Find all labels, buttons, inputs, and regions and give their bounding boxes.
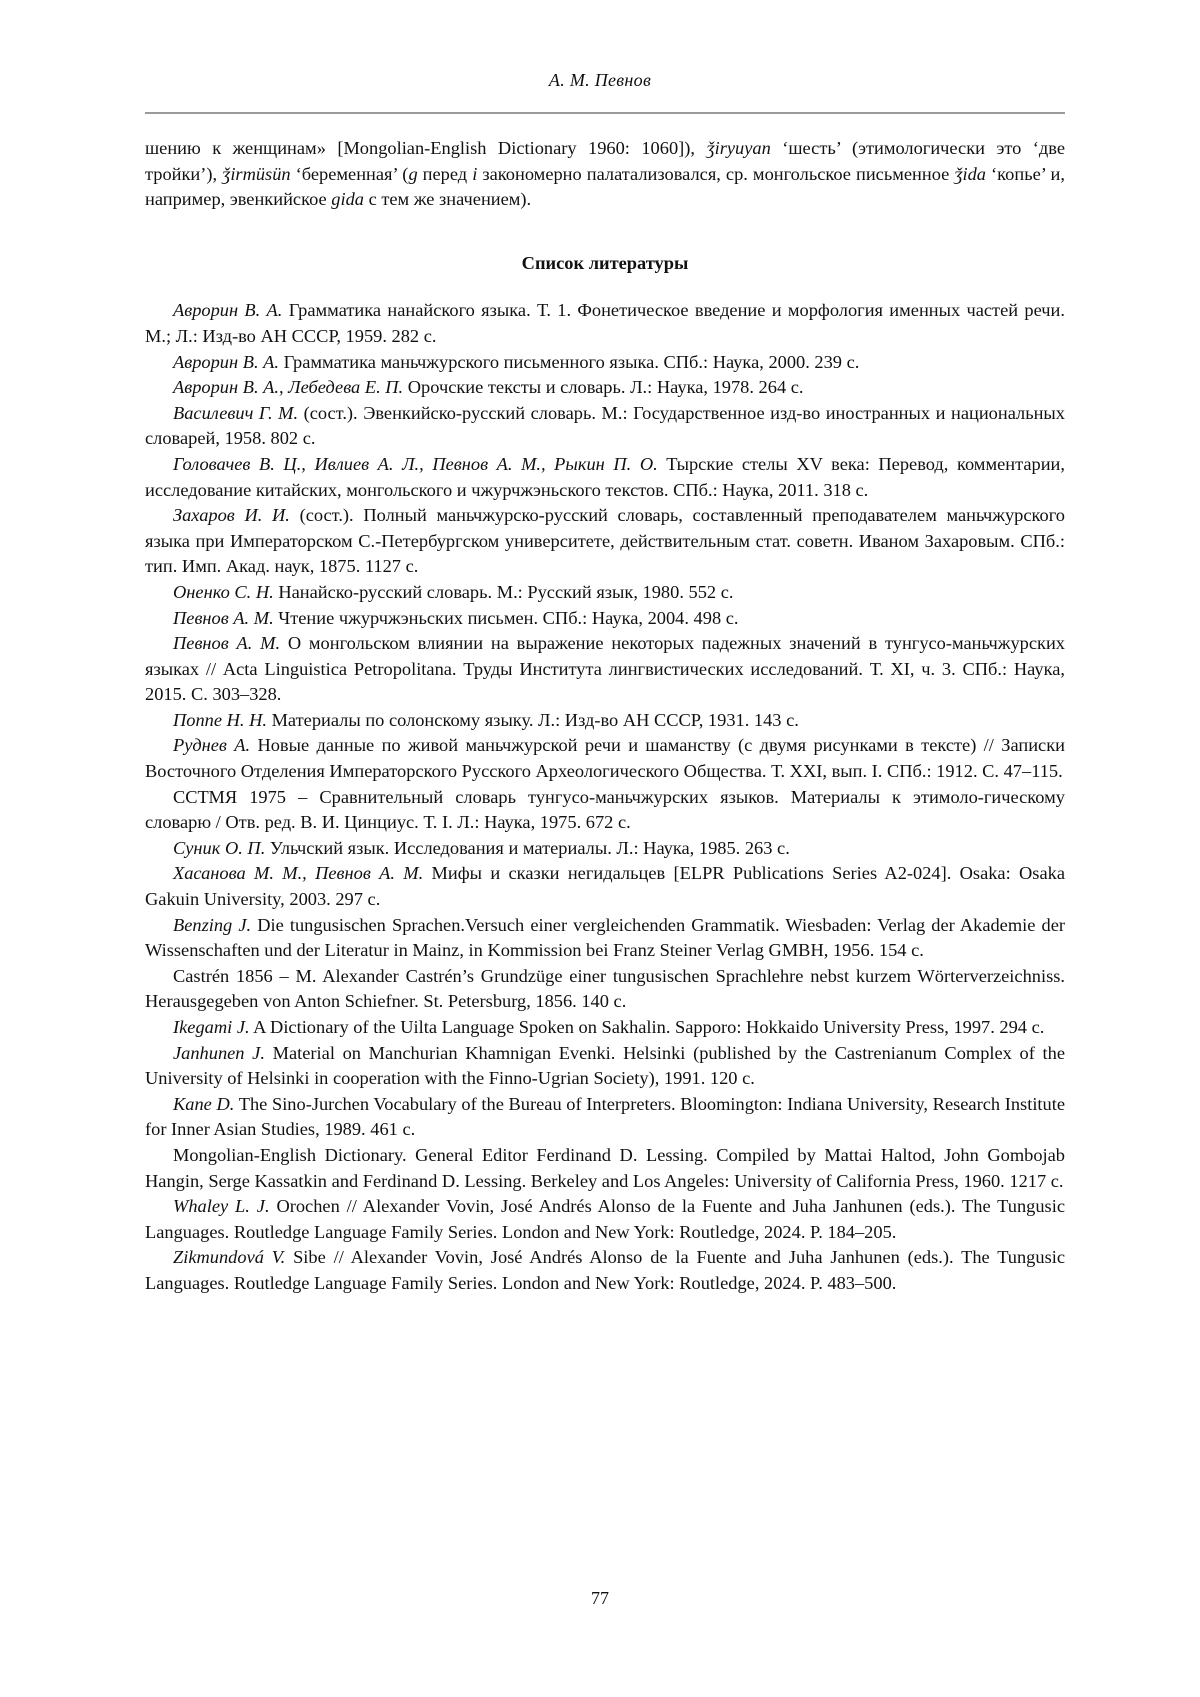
- reference-author: Аврорин В. А., Лебедева Е. П.: [173, 377, 404, 398]
- reference-text: (сост.). Эвенкийско-русский словарь. М.: Государственное изд-во иностранных и национальных словарей, 1958. 802 с.: [145, 402, 1065, 449]
- reference-entry: [145, 580, 1065, 606]
- reference-list: [145, 298, 1065, 1296]
- reference-entry: [145, 1041, 1065, 1092]
- reference-author: Janhunen J.: [173, 1042, 265, 1063]
- reference-entry: [145, 350, 1065, 376]
- reference-text: Грамматика маньчжурского письменного языка. СПб.: Наука, 2000. 239 с.: [278, 351, 860, 372]
- reference-entry: [145, 733, 1065, 784]
- reference-text: Ульчский язык. Исследования и материалы. Л.: Наука, 1985. 263 с.: [265, 837, 790, 858]
- page-number: 77: [591, 1588, 609, 1608]
- reference-author: Benzing J.: [173, 914, 252, 935]
- page-content: [145, 136, 1065, 1297]
- reference-author: Ikegami J.: [173, 1017, 250, 1037]
- reference-entry: [145, 1194, 1065, 1245]
- reference-entry: [145, 785, 1065, 836]
- header-rule: [145, 112, 1065, 114]
- reference-text: Sibe // Alexander Vovin, José Andrés Alonso de la Fuente and Juha Janhunen (eds.). The Tungusic Languages. Routledge Language Family Series. London and New York: Routledge, 2024. P. 483–500.: [145, 1247, 1066, 1293]
- reference-author: Головачев В. Ц., Ивлиев А. Л., Певнов А. М., Рыкин П. О.: [173, 453, 658, 474]
- intro-italic-term: gida: [331, 189, 364, 210]
- reference-text: Орочские тексты и словарь. Л.: Наука, 1978. 264 с.: [403, 377, 804, 398]
- reference-entry: [145, 1015, 1065, 1041]
- reference-entry: [145, 1245, 1065, 1296]
- reference-author: Хасанова М. М., Певнов А. М.: [173, 863, 424, 884]
- reference-text: Новые данные по живой маньчжурской речи и шаманству (с двумя рисунками в тексте) // Записки Восточного Отделения Императорского Русского Археологического Общества. Т. XXI, вып. I. СПб.: 1912. С. 47–115.: [145, 735, 1065, 782]
- reference-author: Поппе Н. Н.: [173, 709, 267, 730]
- reference-author: Певнов А. М.: [173, 633, 281, 654]
- reference-entry: [145, 631, 1065, 708]
- intro-paragraph: [145, 136, 1065, 213]
- reference-author: Whaley L. J.: [173, 1196, 270, 1217]
- intro-text-segment: шению к женщинам» [Mongolian-English Dictionary 1960: 1060]),: [145, 138, 707, 158]
- reference-author: Руднев А.: [173, 735, 251, 756]
- reference-text: Мифы и сказки негидальцев [ELPR Publications Series A2-024]. Osaka: Osaka Gakuin University, 2003. 297 с.: [145, 863, 1065, 910]
- reference-author: Kane D.: [173, 1093, 235, 1114]
- reference-entry: [145, 861, 1065, 912]
- reference-entry: [145, 401, 1065, 452]
- intro-italic-term: ǯirmüsün: [222, 163, 291, 184]
- intro-italic-term: g: [408, 163, 418, 184]
- intro-text-segment: ‘шесть’ (этимологически это ‘две тройки’),: [145, 138, 1065, 184]
- reference-text: Mongolian-English Dictionary. General Editor Ferdinand D. Lessing. Compiled by Mattai Haltod, John Gombojab Hangin, Serge Kassatkin and Ferdinand D. Lessing. Berkeley and Los Angeles: University of California Press, 1960. 1217 с.: [145, 1144, 1065, 1191]
- reference-entry: [145, 375, 1065, 401]
- intro-text-segment: закономерно палатализовался, ср. монгольское письменное: [477, 163, 955, 184]
- reference-entry: [145, 1092, 1065, 1143]
- reference-author: Захаров И. И.: [173, 505, 290, 526]
- reference-author: Певнов А. М.: [173, 607, 274, 628]
- running-head: А. М. Певнов: [548, 70, 652, 90]
- intro-italic-term: ǯiryuyan: [706, 138, 771, 158]
- reference-entry: [145, 298, 1065, 349]
- reference-text: Material on Manchurian Khamnigan Evenki. Helsinki (published by the Castrenianum Complex of the University of Helsinki in cooperation with the Finno-Ugrian Society), 1991. 120 с.: [145, 1042, 1066, 1089]
- reference-author: Аврорин В. А.: [173, 300, 283, 321]
- reference-text: Orochen // Alexander Vovin, José Andrés Alonso de la Fuente and Juha Janhunen (eds.). The Tungusic Languages. Routledge Language Family Series. London and New York: Routledge, 2024. P. 184–205.: [145, 1196, 1065, 1242]
- section-title: Список литературы: [521, 252, 689, 273]
- intro-text-segment: с тем же значением).: [363, 189, 532, 210]
- intro-text-segment: ‘беременная’ (: [290, 163, 409, 184]
- reference-author: Аврорин В. А.: [173, 351, 279, 372]
- reference-text: О монгольском влиянии на выражение некоторых падежных значений в тунгусо-маньчжурских языках // Acta Linguistica Petropolitana. Труды Института лингвистических исследований. Т. XI, ч. 3. СПб.: Наука, 2015. С. 303–328.: [145, 633, 1065, 705]
- reference-entry: [145, 503, 1065, 580]
- reference-text: Castrén 1856 – M. Alexander Castrén’s Grundzüge einer tungusischen Sprachlehre nebst kurzem Wörterverzeichniss. Herausgegeben von Anton Schiefner. St. Petersburg, 1856. 140 с.: [145, 965, 1065, 1012]
- reference-author: Суник О. П.: [173, 837, 266, 858]
- reference-entry: [145, 913, 1065, 964]
- reference-text: (сост.). Полный маньчжурско-русский словарь, составленный преподавателем маньчжурского языка при Императорском С.-Петербургском университете, действительным стат. советн. Иваном Захаровым. СПб.: тип. Имп. Акад. наук, 1875. 1127 с.: [145, 505, 1065, 577]
- intro-text-segment: ‘копье’ и, например, эвенкийское: [145, 163, 1065, 210]
- reference-text: Тырские стелы XV века: Перевод, комментарии, исследование китайских, монгольского и чжурчжэньского текстов. СПб.: Наука, 2011. 318 с.: [145, 453, 1065, 500]
- reference-entry: [145, 836, 1065, 862]
- reference-text: The Sino-Jurchen Vocabulary of the Bureau of Interpreters. Bloomington: Indiana University, Research Institute for Inner Asian Studies, 1989. 461 с.: [145, 1093, 1066, 1140]
- reference-text: ССТМЯ 1975 – Сравнительный словарь тунгусо-маньчжурских языков. Материалы к этимоло-гическому словарю / Отв. ред. В. И. Цинциус. Т. I. Л.: Наука, 1975. 672 с.: [145, 786, 1065, 833]
- reference-text: A Dictionary of the Uilta Language Spoken on Sakhalin. Sapporo: Hokkaido University Press, 1997. 294 с.: [249, 1017, 1045, 1037]
- reference-author: Оненко С. Н.: [173, 581, 274, 602]
- reference-text: Материалы по солонскому языку. Л.: Изд-во АН СССР, 1931. 143 с.: [266, 709, 799, 730]
- reference-author: Василевич Г. М.: [173, 402, 299, 423]
- reference-entry: [145, 964, 1065, 1015]
- reference-author: Zikmundová V.: [173, 1247, 286, 1268]
- reference-entry: [145, 452, 1065, 503]
- reference-text: Чтение чжурчжэньских письмен. СПб.: Наука, 2004. 498 с.: [273, 607, 739, 628]
- reference-entry: [145, 1143, 1065, 1194]
- reference-entry: [145, 708, 1065, 734]
- reference-entry: [145, 606, 1065, 632]
- intro-text-segment: перед: [417, 163, 473, 184]
- intro-italic-term: i: [472, 163, 478, 184]
- intro-italic-term: ǯida: [954, 163, 986, 184]
- reference-text: Die tungusischen Sprachen.Versuch einer vergleichenden Grammatik. Wiesbaden: Verlag der Akademie der Wissenschaften und der Literatur in Mainz, in Kommission bei Franz Steiner Verlag GMBH, 1956. 154 с.: [145, 914, 1065, 961]
- reference-text: Нанайско-русский словарь. М.: Русский язык, 1980. 552 с.: [273, 581, 734, 602]
- reference-text: Грамматика нанайского языка. Т. 1. Фонетическое введение и морфология именных частей речи. М.; Л.: Изд-во АН СССР, 1959. 282 с.: [145, 300, 1065, 346]
